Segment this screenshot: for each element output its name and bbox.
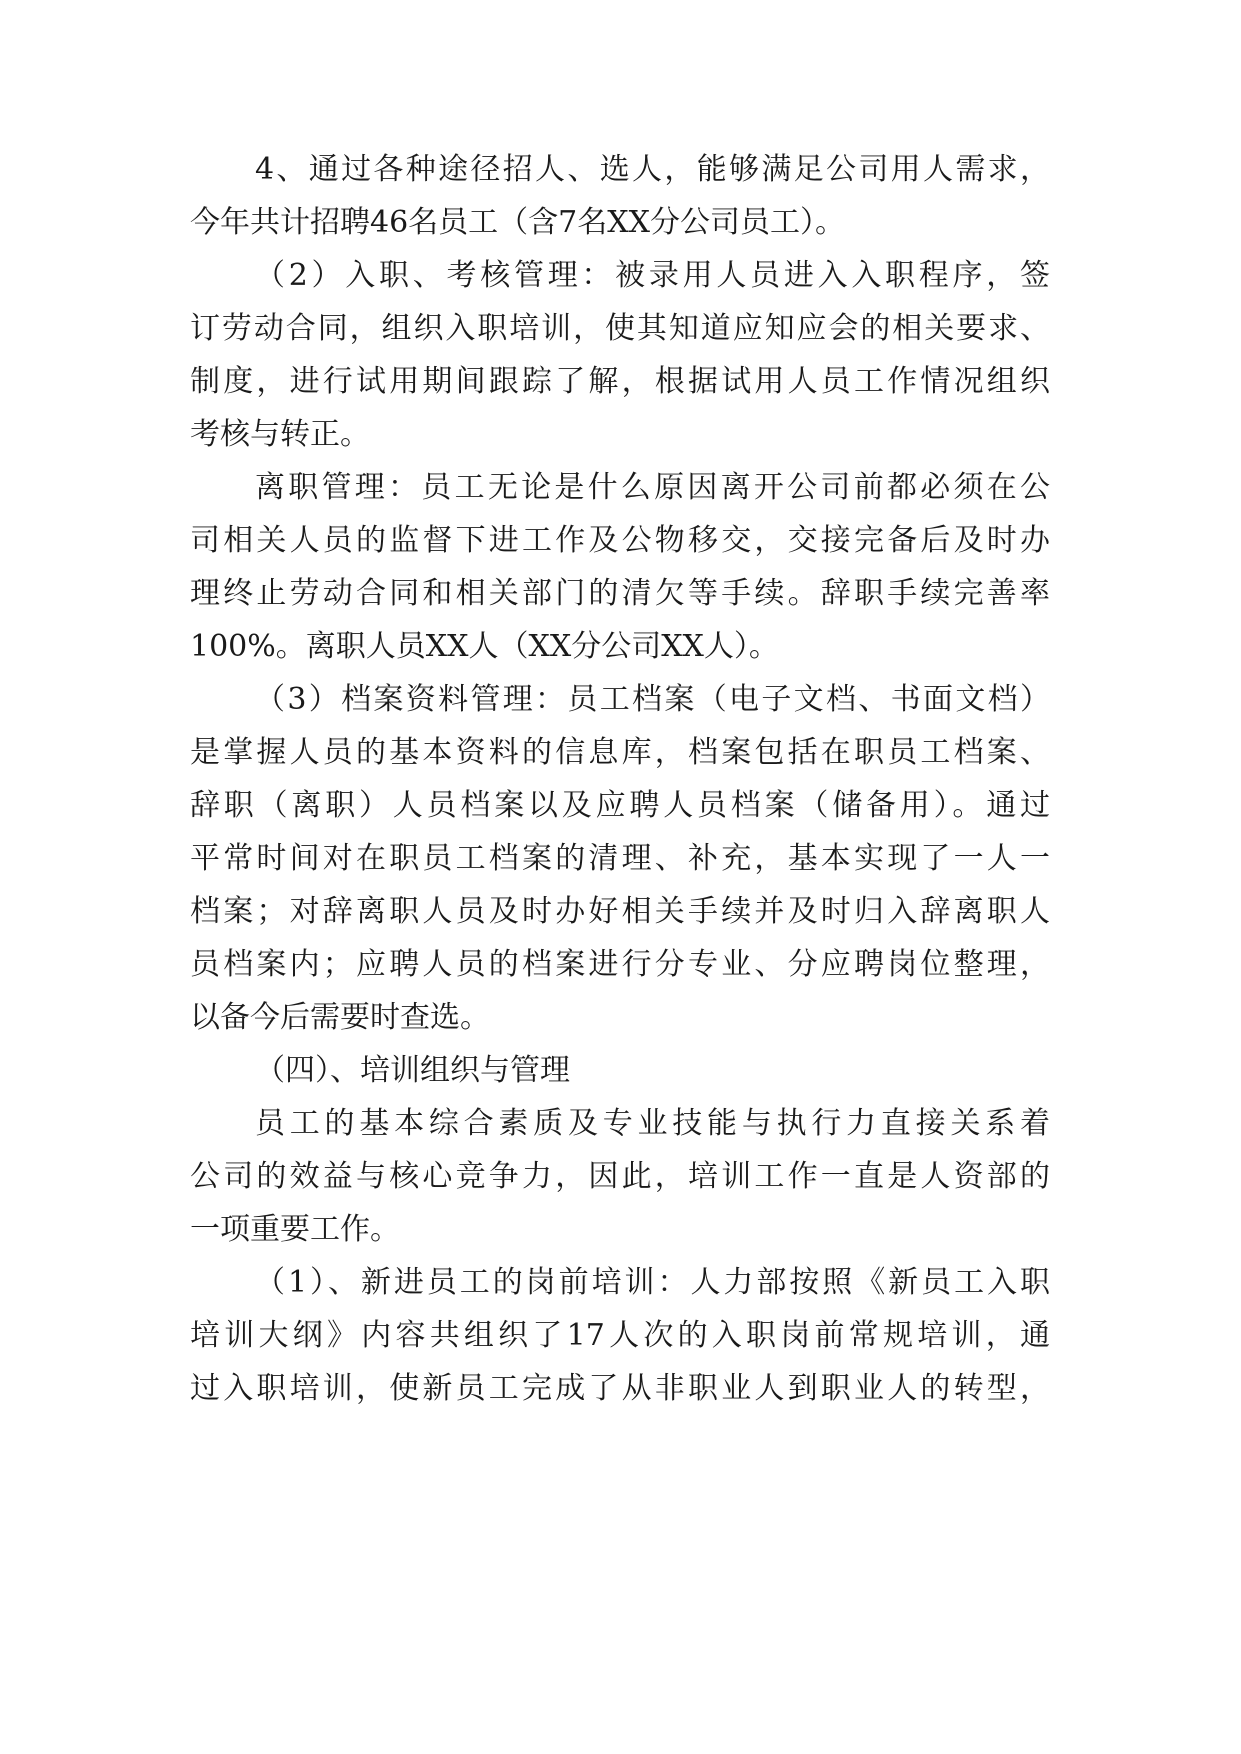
- text-line: 档案；对辞离职人员及时办好相关手续并及时归入辞离职人: [190, 894, 1050, 929]
- text-line: 培训大纲》内容共组织了17人次的入职岗前常规培训，通: [190, 1318, 1050, 1353]
- text-line: 辞职（离职）人员档案以及应聘人员档案（储备用）。通过: [190, 788, 1050, 823]
- text-line: 司相关人员的监督下进工作及公物移交，交接完备后及时办: [190, 523, 1050, 558]
- text-line: 订劳动合同，组织入职培训，使其知道应知应会的相关要求、: [190, 311, 1050, 346]
- text-line: 员工的基本综合素质及专业技能与执行力直接关系着: [255, 1106, 1050, 1141]
- text-line: 今年共计招聘46名员工（含7名XX分公司员工）。: [190, 205, 845, 240]
- text-line: 是掌握人员的基本资料的信息库，档案包括在职员工档案、: [190, 735, 1050, 770]
- text-line: 过入职培训，使新员工完成了从非职业人到职业人的转型，: [190, 1371, 1050, 1406]
- text-line: 一项重要工作。: [190, 1212, 400, 1247]
- section-heading: （四）、培训组织与管理: [255, 1053, 570, 1088]
- text-line: 公司的效益与核心竞争力，因此，培训工作一直是人资部的: [190, 1159, 1050, 1194]
- text-line: 理终止劳动合同和相关部门的清欠等手续。辞职手续完善率: [190, 576, 1050, 611]
- text-line: 100%。离职人员XX人（XX分公司XX人）。: [190, 629, 779, 664]
- text-line: （1）、新进员工的岗前培训：人力部按照《新员工入职: [255, 1265, 1050, 1300]
- text-line: 制度，进行试用期间跟踪了解，根据试用人员工作情况组织: [190, 364, 1050, 399]
- text-line: （2）入职、考核管理：被录用人员进入入职程序，签: [255, 258, 1050, 293]
- text-line: 离职管理：员工无论是什么原因离开公司前都必须在公: [255, 470, 1050, 505]
- text-line: 考核与转正。: [190, 417, 370, 452]
- text-line: （3）档案资料管理：员工档案（电子文档、书面文档）: [255, 682, 1050, 717]
- text-line: 4、通过各种途径招人、选人，能够满足公司用人需求，: [255, 152, 1050, 187]
- text-line: 员档案内；应聘人员的档案进行分专业、分应聘岗位整理，: [190, 947, 1050, 982]
- text-line: 平常时间对在职员工档案的清理、补充，基本实现了一人一: [190, 841, 1050, 876]
- text-line: 以备今后需要时查选。: [190, 1000, 490, 1035]
